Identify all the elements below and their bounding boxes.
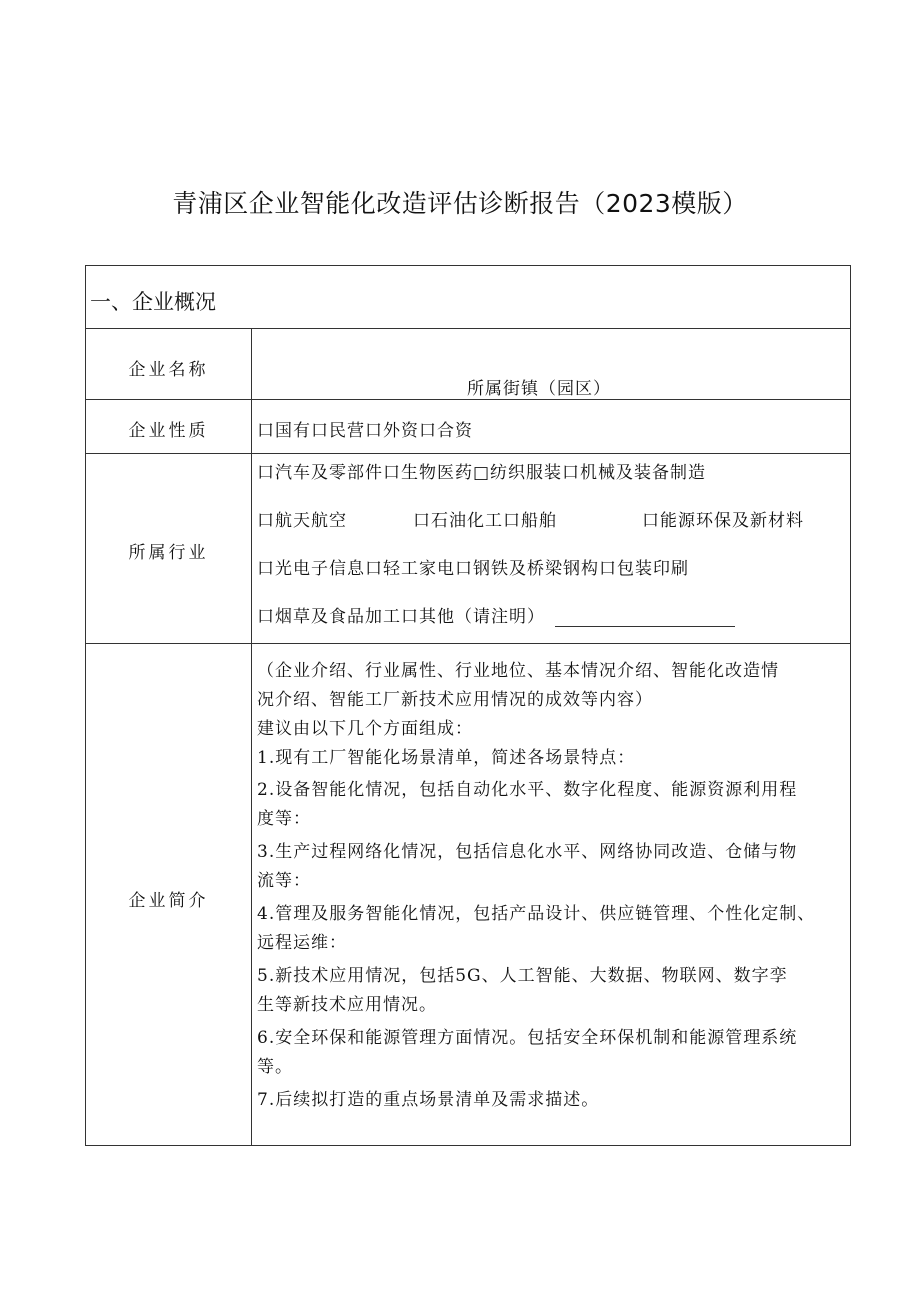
other-specify-field[interactable] <box>555 608 735 627</box>
industry-option-line: 口烟草及食品加工口其他（请注明） <box>257 607 545 627</box>
row-divider <box>86 643 850 644</box>
intro-line: 7.后续拟打造的重点场景清单及需求描述。 <box>257 1090 600 1110</box>
industry-option-line: 口航天航空 <box>257 511 347 531</box>
intro-line: 6.安全环保和能源管理方面情况。包括安全环保机制和能源管理系统 <box>257 1028 798 1048</box>
section-heading: 一、企业概况 <box>90 290 216 314</box>
intro-line: 3.生产过程网络化情况，包括信息化水平、网络协同改造、仓储与物 <box>257 842 798 862</box>
intro-line: 4.管理及服务智能化情况，包括产品设计、供应链管理、个性化定制、 <box>257 904 816 924</box>
nature-options[interactable]: 口国有口民营口外资口合资 <box>257 421 473 441</box>
intro-line: 生等新技术应用情况。 <box>257 995 437 1015</box>
row-divider <box>86 328 850 329</box>
industry-option-line: 口能源环保及新材料 <box>642 511 804 531</box>
industry-label: 所属行业 <box>128 543 209 563</box>
industry-option-line: 口石油化工口船舶 <box>413 511 557 531</box>
intro-line: 度等： <box>257 809 311 829</box>
industry-option-line: 口光电子信息口轻工家电口钢铁及桥梁钢构口包装印刷 <box>257 559 689 579</box>
intro-label: 企业简介 <box>128 891 209 911</box>
intro-line: 建议由以下几个方面组成： <box>257 719 473 739</box>
company-name-label: 企业名称 <box>128 360 209 380</box>
intro-line: （企业介绍、行业属性、行业地位、基本情况介绍、智能化改造情 <box>257 661 779 681</box>
document-title: 青浦区企业智能化改造评估诊断报告（2023模版） <box>172 189 748 218</box>
company-overview-table <box>85 265 851 1146</box>
industry-option-line: 口汽车及零部件口生物医药□纺织服装口机械及装备制造 <box>257 463 707 483</box>
industry-options[interactable] <box>257 456 850 642</box>
row-divider <box>86 453 850 454</box>
intro-line: 等。 <box>257 1057 293 1077</box>
intro-line: 远程运维： <box>257 933 347 953</box>
column-divider <box>251 328 252 1145</box>
intro-line: 流等： <box>257 871 311 891</box>
intro-text[interactable] <box>257 656 850 1146</box>
district-label: 所属街镇（园区） <box>467 379 611 399</box>
intro-line: 2.设备智能化情况，包括自动化水平、数字化程度、能源资源利用程 <box>257 780 798 800</box>
intro-line: 况介绍、智能工厂新技术应用情况的成效等内容） <box>257 690 653 710</box>
intro-line: 5.新技术应用情况，包括5G、人工智能、大数据、物联网、数字孪 <box>257 966 788 986</box>
intro-line: 1.现有工厂智能化场景清单，简述各场景特点： <box>257 748 636 768</box>
nature-label: 企业性质 <box>128 421 209 441</box>
row-divider <box>86 399 850 400</box>
